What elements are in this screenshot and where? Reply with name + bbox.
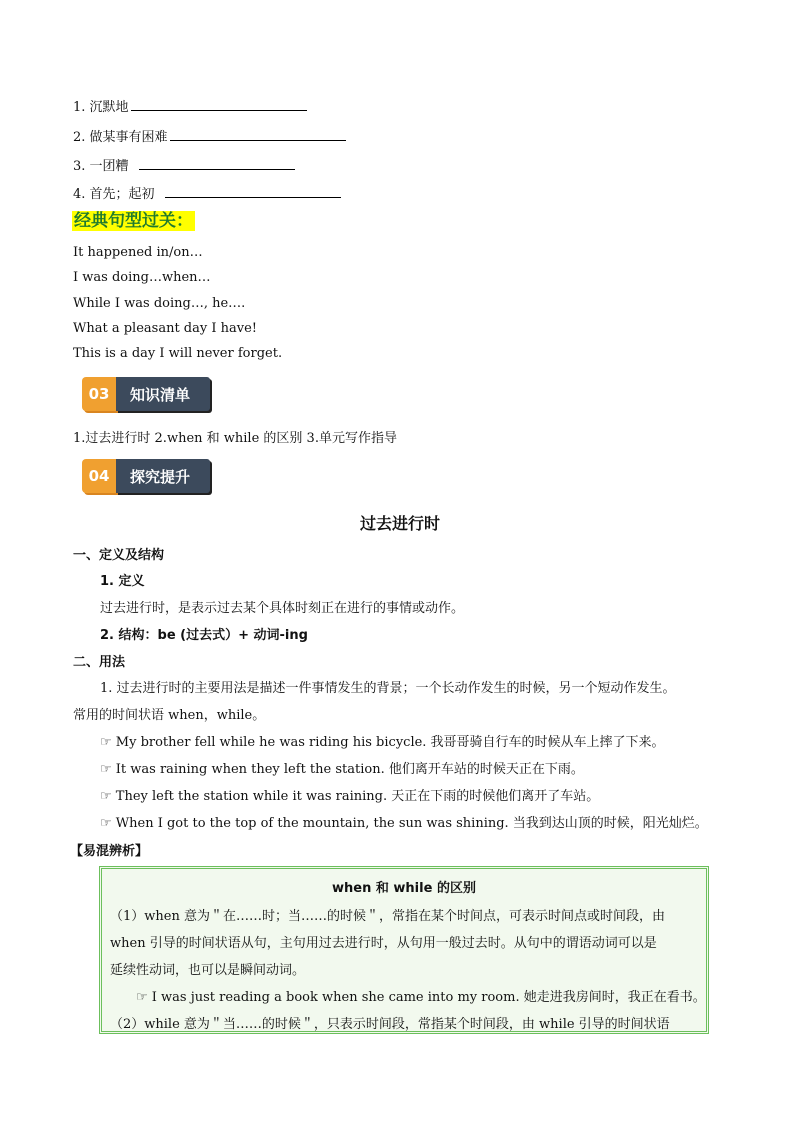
- usage-line-1: 1. 过去进行时的主要用法是描述一件事情发生的背景；一个长动作发生的时候，另一个短动作发生。: [100, 681, 676, 696]
- box-line-5: （2）while 意为＂当……的时候＂，只表示时间段，常指某个时间段，由 while 引导的时间状语: [110, 1017, 670, 1032]
- section-number: 04: [82, 459, 116, 493]
- sentence-pattern-2: I was doing…when…: [73, 270, 211, 285]
- section-badge-04: [82, 459, 210, 493]
- comparison-box: [99, 866, 709, 1034]
- sentence-pattern-3: While I was doing…, he….: [73, 296, 246, 311]
- vocab-item-2: [73, 126, 346, 145]
- usage-line-2: 常用的时间状语 when，while。: [73, 708, 266, 723]
- vocab-text: 首先；起初: [89, 187, 155, 202]
- vocab-number: 1.: [73, 100, 86, 115]
- vocab-item-1: [73, 96, 307, 115]
- vocab-number: 4.: [73, 187, 86, 202]
- sentence-pattern-4: What a pleasant day I have!: [73, 321, 257, 336]
- sentence-pattern-5: This is a day I will never forget.: [73, 346, 283, 361]
- sentence-pattern-heading: [72, 210, 195, 232]
- box-line-3: 延续性动词，也可以是瞬间动词。: [110, 963, 306, 978]
- knowledge-list: 1.过去进行时 2.when 和 while 的区别 3.单元写作指导: [73, 431, 397, 446]
- vocab-item-4: [73, 183, 341, 202]
- example-sentence-4: ☞ When I got to the top of the mountain, the sun was shining. 当我到达山顶的时候，阳光灿烂。: [100, 816, 708, 831]
- box-title: when 和 while 的区别: [332, 881, 476, 896]
- vocab-text: 一团糟: [89, 159, 129, 174]
- section-number: 03: [82, 377, 116, 411]
- definition-heading: 1. 定义: [100, 574, 145, 589]
- part2-heading: 二、用法: [73, 655, 126, 670]
- example-sentence-1: ☞ My brother fell while he was riding his bicycle. 我哥哥骑自行车的时候从车上摔了下来。: [100, 735, 665, 750]
- structure-heading: 2. 结构：be (过去式）+ 动词-ing: [100, 628, 308, 643]
- example-sentence-2: ☞ It was raining when they left the station. 他们离开车站的时候天正在下雨。: [100, 762, 584, 777]
- vocab-text: 沉默地: [89, 100, 129, 115]
- vocab-text: 做某事有困难: [89, 130, 168, 145]
- sentence-pattern-1: It happened in/on…: [73, 245, 203, 260]
- vocab-number: 2.: [73, 130, 86, 145]
- section-label: 探究提升: [116, 459, 210, 493]
- confusion-label: 【易混辨析】: [70, 844, 149, 859]
- example-sentence-3: ☞ They left the station while it was raining. 天正在下雨的时候他们离开了车站。: [100, 789, 600, 804]
- box-example: ☞ I was just reading a book when she came into my room. 她走进我房间时，我正在看书。: [136, 990, 706, 1005]
- vocab-number: 3.: [73, 159, 86, 174]
- box-line-1: （1）when 意为＂在……时；当……的时候＂，常指在某个时间点，可表示时间点或时间段，由: [110, 909, 665, 924]
- answer-blank[interactable]: [139, 168, 295, 170]
- section-label: 知识清单: [116, 377, 210, 411]
- answer-blank[interactable]: [170, 139, 346, 141]
- part1-heading: 一、定义及结构: [73, 548, 165, 563]
- vocab-item-3: [73, 155, 295, 174]
- box-line-2: when 引导的时间状语从句，主句用过去进行时，从句用一般过去时。从句中的谓语动词可以是: [110, 936, 657, 951]
- answer-blank[interactable]: [131, 109, 307, 111]
- section-badge-03: [82, 377, 210, 411]
- definition-text: 过去进行时，是表示过去某个具体时刻正在进行的事情或动作。: [100, 601, 465, 616]
- heading-text: 经典句型过关：: [74, 211, 193, 231]
- main-title: 过去进行时: [359, 514, 440, 533]
- answer-blank[interactable]: [165, 196, 341, 198]
